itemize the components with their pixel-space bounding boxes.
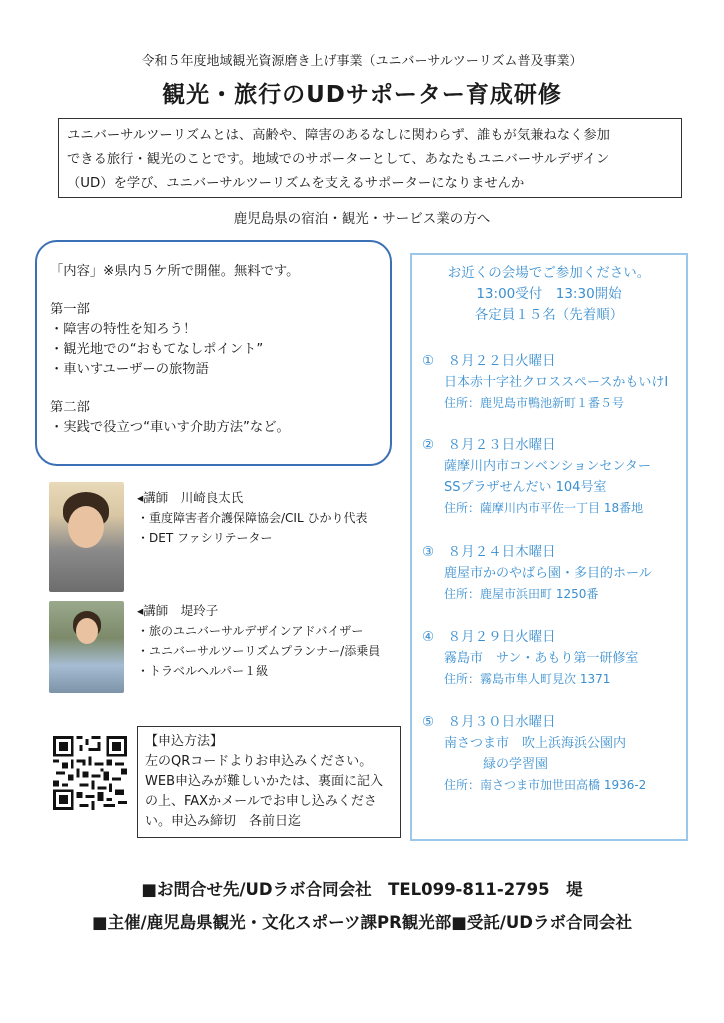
lecturer-role: ・ユニバーサルツーリズムプランナー/添乗員 [137,644,381,658]
part1-title: 第一部 [50,302,90,317]
lecturer-role: ・旅のユニバーサルデザインアドバイザー [137,624,364,638]
apply-line: い。申込み締切 各前日迄 [145,814,302,829]
venue-intro-line: お近くの会場でご参加ください。 [447,265,651,281]
venue-address: 住所：鹿屋市浜田町 1250番 [444,587,599,601]
venue-date: ④ ８月２９日火曜日 [422,629,556,645]
apply-line: 左のQRコードよりお申込みください。 [145,754,373,769]
apply-line: WEB申込みが難しいかたは、裏面に記入 [145,774,383,789]
venue-address: 住所：薩摩川内市平佐一丁目 18番地 [444,501,644,515]
intro-line: できる旅行・観光のことです。地域でのサポーターとして、あなたもユニバーサルデザイン [67,152,610,167]
application-box [137,726,401,838]
venue-date: ① ８月２２日火曜日 [422,353,556,369]
apply-line: の上、FAXかメールでお申し込みくださ [145,794,377,809]
lecturer-heading: ◂講師 堤玲子 [137,603,219,618]
lecturer-role: ・重度障害者介護保障協会/CIL ひかり代表 [137,511,368,525]
lecturer-role: ・トラベルヘルパー１級 [137,664,269,678]
venue-place: 緑の学習園 [444,757,549,772]
venue-address: 住所：南さつま市加世田高橋 1936-2 [444,778,647,792]
page-title: 観光・旅行のUDサポーター育成研修 [162,82,562,108]
venue-place: 南さつま市 吹上浜海浜公園内 [444,736,627,751]
content-box [35,240,392,466]
part2-item: ・実践で役立つ“車いす介助方法”など。 [50,420,290,435]
intro-line: （UD）を学び、ユニバーサルツーリズムを支えるサポーターになりませんか [67,176,525,191]
venue-intro [412,263,686,326]
venue-address: 住所：霧島市隼人町見次 1371 [444,672,611,686]
venue-item [422,435,684,519]
venue-item [422,627,684,690]
audience-text: 鹿児島県の宿泊・観光・サービス業の方へ [233,211,491,227]
apply-title: 【申込方法】 [145,734,224,749]
venue-time: 13:00受付 13:30開始 [476,286,622,302]
venue-capacity: 各定員１５名（先着順） [474,307,624,323]
intro-line: ユニバーサルツーリズムとは、高齢や、障害のあるなしに関わらず、誰もが気兼ねなく参加 [67,128,610,143]
lecturer-role: ・DET ファシリテーター [137,531,273,545]
content-header: 「内容」※県内５ケ所で開催。無料です。 [50,264,300,279]
venue-item [422,542,684,605]
lecturer-info-1 [137,488,397,548]
part1-item: ・観光地での“おもてなしポイント” [50,342,264,357]
lecturer-heading: ◂講師 川崎良太氏 [137,490,244,505]
intro-box [58,118,682,198]
contact-info: ■お問合せ先/UDラボ合同会社 TEL099-811-2795 堤 [141,880,583,899]
venue-date: ② ８月２３日水曜日 [422,437,556,453]
qr-code-icon[interactable] [53,736,127,810]
venue-item [422,712,684,796]
part2-title: 第二部 [50,400,90,415]
venue-address: 住所：鹿児島市鴨池新町１番５号 [444,396,625,410]
venue-place: 日本赤十字社クロススペースかもいけⅠ [444,375,669,390]
lecturer-photo-1 [49,482,124,592]
venue-place: SSプラザせんだい 104号室 [444,480,607,495]
lecturer-info-2 [137,601,397,681]
venue-place: 霧島市 サン・あもり第一研修室 [444,651,639,666]
subtitle: 令和５年度地域観光資源磨き上げ事業（ユニバーサルツーリズム普及事業） [141,54,583,69]
venue-item [422,351,684,414]
venue-date: ③ ８月２４日木曜日 [422,544,556,560]
organizer-info: ■主催/鹿児島県観光・文化スポーツ課PR観光部■受託/UDラボ合同会社 [92,913,632,932]
part1-item: ・障害の特性を知ろう！ [50,322,197,337]
part1-item: ・車いすユーザーの旅物語 [50,362,209,377]
venue-date: ⑤ ８月３０日水曜日 [422,714,556,730]
venue-place: 鹿屋市かのやばら園・多目的ホール [444,566,652,581]
venue-place: 薩摩川内市コンベンションセンター [444,459,651,474]
venue-box [410,253,688,841]
lecturer-photo-2 [49,601,124,693]
